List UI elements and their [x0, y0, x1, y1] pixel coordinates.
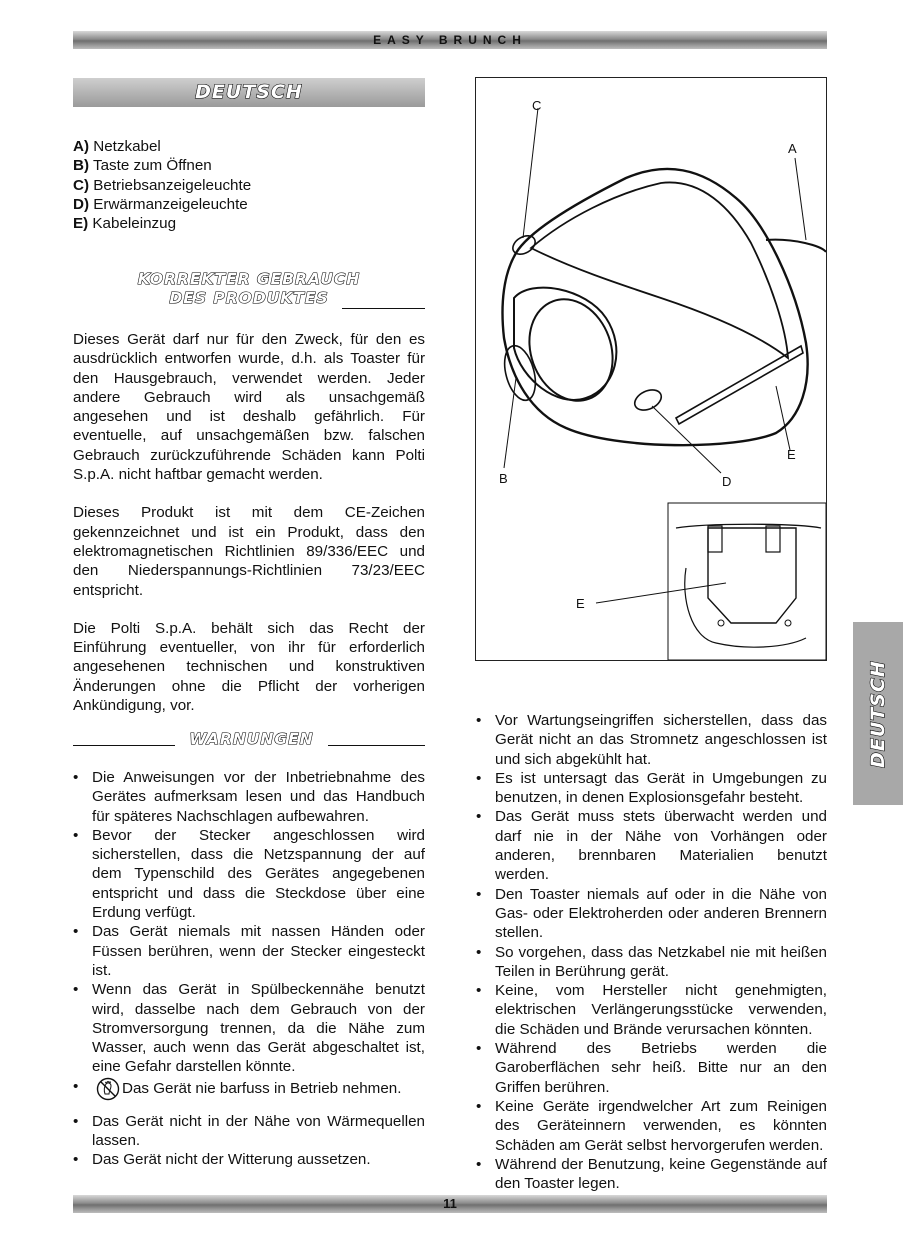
- part-letter: E): [73, 215, 89, 233]
- part-item-b: [73, 156, 425, 175]
- warning-item: • So vorgehen, dass das Netzkabel nie mit heißen Teilen in Berührung gerät.: [476, 943, 827, 982]
- part-letter: D): [73, 195, 90, 213]
- warnings-left-column: [73, 768, 425, 1170]
- usage-section-title: [73, 270, 425, 308]
- part-item-d: [73, 195, 425, 214]
- document-title: EASY BRUNCH: [373, 33, 527, 47]
- diagram-label-c: C: [532, 98, 542, 113]
- diagram-label-e-inset: E: [576, 596, 585, 611]
- usage-paragraph-1: Dieses Gerät darf nur für den Zweck, für den es ausdrücklich entworfen wurde, d.h. als Toaster für den Hausgebrauch, verwendet werden. Jeder andere Gebrauch wird als unsachgemäß angesehen und ist deshalb gefährlich. Für eventuelle, auf unsachgemäßen bzw. falschen Gebrauch zurückzuführende Schäden kann Polti S.p.A. nicht haftbar gemacht werden.: [73, 331, 425, 484]
- part-text: Kabeleinzug: [92, 215, 177, 233]
- usage-title-line1: KORREKTER GEBRAUCH: [137, 270, 361, 288]
- warning-item: • Während des Betriebs werden die Garoberflächen sehr heiß. Bitte nur an den Griffen berühren.: [476, 1039, 827, 1097]
- language-heading-label: DEUTSCH: [195, 81, 303, 103]
- part-item-e: [73, 214, 425, 233]
- usage-text: [73, 330, 425, 715]
- header-bar: [73, 31, 827, 49]
- warning-barefoot-text: Das Gerät nie barfuss in Betrieb nehmen.: [122, 1079, 402, 1097]
- product-diagram: [475, 77, 827, 661]
- part-text: Erwärmanzeigeleuchte: [93, 195, 248, 213]
- warning-item: • Es ist untersagt das Gerät in Umgebungen zu benutzen, in denen Explosionsgefahr besteht.: [476, 769, 827, 808]
- usage-title-line2: DES PRODUKTES: [169, 289, 329, 307]
- warning-item: • Bevor der Stecker angeschlossen wird sicherstellen, dass die Netzspannung der auf dem Typenschild des Gerätes angegebenen entspricht und dass die Steckdose über eine Erdung verfügt.: [73, 826, 425, 922]
- warnings-rule-left: [73, 745, 175, 746]
- toaster-illustration: [476, 78, 826, 660]
- warnings-title: WARNUNGEN: [189, 730, 314, 748]
- warning-item: • Das Gerät nicht in der Nähe von Wärmequellen lassen.: [73, 1112, 425, 1151]
- warning-item: • Das Gerät muss stets überwacht werden und darf nie in der Nähe von Vorhängen oder anderen, brennbaren Materialien benutzt werden.: [476, 807, 827, 884]
- diagram-label-b: B: [499, 471, 508, 486]
- part-item-c: [73, 176, 425, 195]
- warning-item: • Den Toaster niemals auf oder in die Nähe von Gas- oder Elektroherden oder anderen Brennern stellen.: [476, 885, 827, 943]
- warning-item: • Während der Benutzung, keine Gegenstände auf den Toaster legen.: [476, 1155, 827, 1194]
- warnings-section-title: [180, 730, 323, 749]
- part-letter: A): [73, 138, 90, 155]
- language-side-tab-label: DEUTSCH: [867, 659, 889, 768]
- usage-title-rule: [342, 308, 425, 309]
- diagram-label-d: D: [722, 474, 732, 489]
- part-text: Betriebsanzeigeleuchte: [93, 176, 252, 194]
- usage-paragraph-2: Dieses Produkt ist mit dem CE-Zeichen gekennzeichnet und ist ein Produkt, dass den elektromagnetischen Richtlinien 89/336/EEC und den Niederspannungs-Richtlinien 73/23/EEC entspricht.: [73, 504, 425, 599]
- part-text: Taste zum Öffnen: [92, 157, 212, 175]
- warning-item: • Wenn das Gerät in Spülbeckennähe benutzt wird, dasselbe nach dem Gebrauch von der Stromversorgung trennen, da die Nähe zum Wasser, auch wenn das Gerät abgeschaltet ist, eine Gefahr darstellen könnte.: [73, 980, 425, 1076]
- warning-item: • Keine, vom Hersteller nicht genehmigten, elektrischen Verlängerungsstücke verwenden, die Schäden und Brände verursachen könnten.: [476, 981, 827, 1039]
- warnings-right-column: [476, 711, 827, 1193]
- part-text: Netzkabel: [93, 138, 161, 155]
- warning-item: • Die Anweisungen vor der Inbetriebnahme des Gerätes aufmerksam lesen und das Handbuch für späteres Nachschlagen aufbewahren.: [73, 768, 425, 826]
- parts-list: [73, 137, 425, 233]
- usage-paragraph-3: Die Polti S.p.A. behält sich das Recht der Einführung eventueller, von ihr für erforderlich angesehenen technischen und konstruktiven Änderungen ohne die Pflicht der vorherigen Ankündigung, vor.: [73, 619, 425, 715]
- part-letter: B): [73, 157, 90, 175]
- language-side-tab: [853, 622, 903, 805]
- diagram-label-e: E: [787, 447, 796, 462]
- warning-item: • Vor Wartungseingriffen sicherstellen, dass das Gerät nicht an das Stromnetz angeschlossen ist und sich abgekühlt hat.: [476, 711, 827, 769]
- footer-bar: [73, 1195, 827, 1213]
- warnings-rule-right: [328, 745, 425, 746]
- diagram-label-a: A: [788, 141, 797, 156]
- warning-item: • Keine Geräte irgendwelcher Art zum Reinigen des Geräteinnern verwenden, es könnten Schäden am Gerät selbst hervorgerufen werden.: [476, 1097, 827, 1155]
- warning-item-barefoot: [73, 1077, 425, 1101]
- part-item-a: [73, 137, 425, 156]
- warning-item: • Das Gerät nicht der Witterung aussetzen.: [73, 1150, 425, 1169]
- warning-item: • Das Gerät niemals mit nassen Händen oder Füssen berühren, wenn der Stecker eingesteckt ist.: [73, 922, 425, 980]
- part-letter: C): [73, 176, 90, 194]
- no-barefoot-icon: [96, 1077, 120, 1101]
- language-heading: [73, 78, 425, 107]
- page-number: 11: [443, 1196, 457, 1211]
